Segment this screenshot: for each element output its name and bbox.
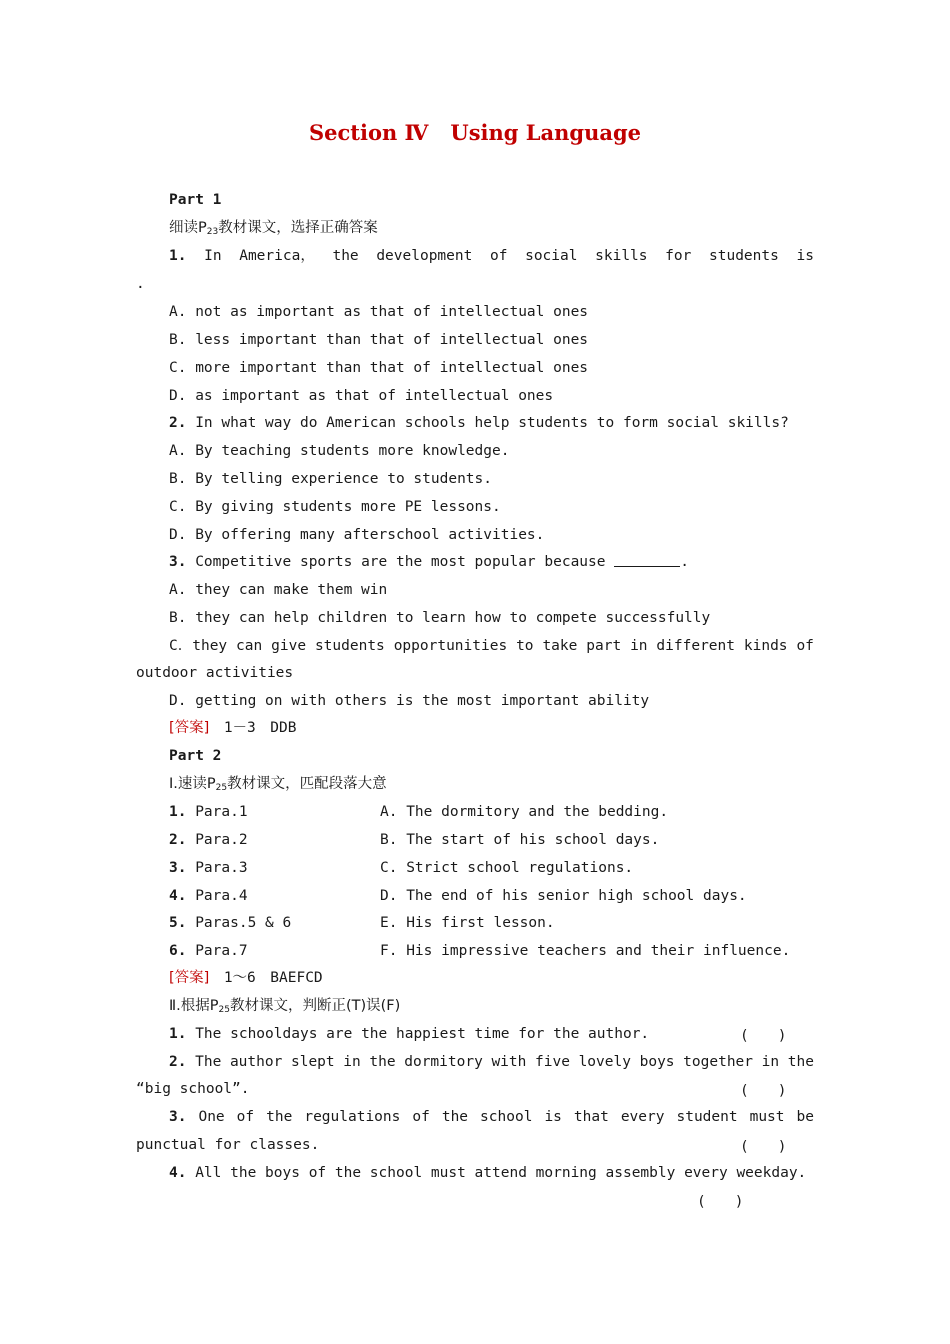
q1-option-c: C. more important than that of intellectual ones xyxy=(169,360,589,376)
match-desc: D. The end of his senior high school days. xyxy=(380,888,747,904)
q3-option-c: C．they can give students opportunities to take part in different kinds of xyxy=(169,638,814,654)
tf-statement-3-cont: punctual for classes. xyxy=(136,1137,320,1153)
match-row: 4. Para.4 xyxy=(169,888,248,904)
match-row: 1. Para.1 xyxy=(169,804,248,820)
match-row: 6. Para.7 xyxy=(169,943,248,959)
question-1: 1. In America， the development of social skills for students is xyxy=(169,248,814,264)
tf-statement-3: 3. One of the regulations of the school is that every student must be xyxy=(169,1109,814,1125)
question-2: 2. In what way do American schools help students to form social skills? xyxy=(169,415,789,431)
part1-answer: [答案] 1－3 DDB xyxy=(169,720,297,736)
q3-option-d: D. getting on with others is the most important ability xyxy=(169,693,650,709)
match-row: 5. Paras.5 & 6 xyxy=(169,915,292,931)
match-row: 3. Para.3 xyxy=(169,860,248,876)
part2-heading: Part 2 xyxy=(169,748,222,764)
match-desc: A. The dormitory and the bedding. xyxy=(380,804,669,820)
match-desc: E. His first lesson. xyxy=(380,915,555,931)
answer-parentheses: ( ) xyxy=(740,1139,787,1155)
q3-option-b: B. they can help children to learn how to compete successfully xyxy=(169,610,711,626)
tf-statement-1: 1. The schooldays are the happiest time for the author. xyxy=(169,1026,650,1042)
q3-option-c-cont: outdoor activities xyxy=(136,665,294,681)
match-row: 2. Para.2 xyxy=(169,832,248,848)
tf-statement-4: 4. All the boys of the school must attend morning assembly every weekday. xyxy=(169,1165,807,1181)
question-1-cont: . xyxy=(136,276,145,292)
tf-statement-2-cont: “big school”. xyxy=(136,1081,250,1097)
part1-instruction: 细读$P_{23}$教材课文，选择正确答案 xyxy=(169,220,378,237)
answer-blank xyxy=(614,552,680,567)
q1-option-d: D. as important as that of intellectual ones xyxy=(169,388,554,404)
answer-parentheses: ( ) xyxy=(740,1083,787,1099)
q2-option-b: B. By telling experience to students. xyxy=(169,471,493,487)
question-3: 3. Competitive sports are the most popular because . xyxy=(169,554,689,570)
part2-section1-instruction: Ⅰ.速读$P_{25}$教材课文，匹配段落大意 xyxy=(169,776,387,793)
part1-heading: Part 1 xyxy=(169,192,222,208)
match-desc: C. Strict school regulations. xyxy=(380,860,634,876)
q2-option-a: A. By teaching students more knowledge. xyxy=(169,443,510,459)
page-title: Section Ⅳ Using Language xyxy=(308,120,642,145)
part2-answer: [答案] 1～6 BAEFCD xyxy=(169,970,323,986)
answer-parentheses: ( ) xyxy=(697,1194,744,1210)
q1-option-a: A. not as important as that of intellectual ones xyxy=(169,304,589,320)
q1-option-b: B. less important than that of intellectual ones xyxy=(169,332,589,348)
q3-option-a: A. they can make them win xyxy=(169,582,388,598)
q2-option-c: C. By giving students more PE lessons. xyxy=(169,499,501,515)
match-desc: F. His impressive teachers and their influence. xyxy=(380,943,791,959)
match-desc: B. The start of his school days. xyxy=(380,832,660,848)
tf-statement-2: 2. The author slept in the dormitory with five lovely boys together in the xyxy=(169,1054,814,1070)
part2-section2-instruction: Ⅱ.根据$P_{25}$教材课文，判断正(T)误(F) xyxy=(169,998,401,1015)
q2-option-d: D. By offering many afterschool activities. xyxy=(169,527,545,543)
answer-parentheses: ( ) xyxy=(740,1028,787,1044)
